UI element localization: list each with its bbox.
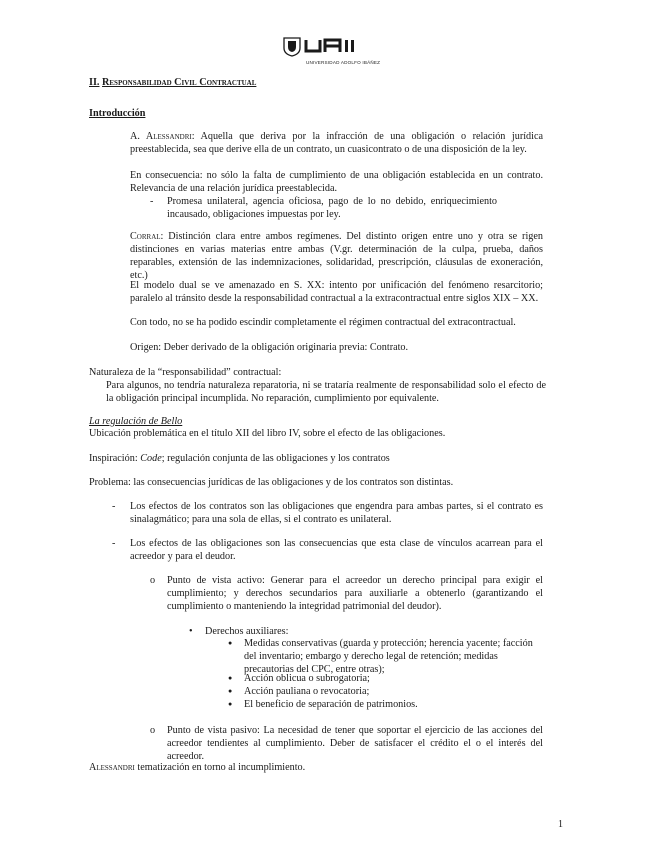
paragraph-alessandri xyxy=(130,130,543,156)
circle-marker: o xyxy=(150,575,156,586)
author-alessandri-final: Alessandri xyxy=(89,762,135,773)
intro-title: Introducción xyxy=(89,108,146,119)
circle-marker: o xyxy=(150,725,156,736)
page-number: 1 xyxy=(558,819,563,830)
derechos-auxiliares: Derechos auxiliares: xyxy=(205,626,289,637)
aux-item-oblicua: Acción oblicua o subrogatoria; xyxy=(244,673,370,684)
dash-obligaciones: Los efectos de las obligaciones son las consecuencias que esta clase de vínculos acarrean para el acreedor y para el deudor. xyxy=(130,538,543,562)
bello-title: La regulación de Bello xyxy=(89,416,183,427)
uai-logo-icon xyxy=(282,37,378,57)
final-line xyxy=(89,761,305,774)
inspiracion-text: ; regulación conjunta de las obligaciones y los contratos xyxy=(161,453,390,464)
punto-pasivo: Punto de vista pasivo: La necesidad de tener que soportar el ejercicio de las acciones del acreedor tendientes al cumplimiento. Deber de satisfacer el crédito el o el interés del acreedor. xyxy=(167,725,543,762)
paragraph-alessandri-text: : Aquella que deriva por la infracción de una obligación o relación jurídica preestablecida, sea que derive ella de un contrato, un cuasicontrato o de una disposición de la ley. xyxy=(130,131,544,155)
bello-text: Ubicación problemática en el título XII del libro IV, sobre el efecto de las obligaciones. xyxy=(89,428,446,439)
dot-marker: ● xyxy=(228,639,233,647)
naturaleza-title: Naturaleza de la “responsabilidad” contractual: xyxy=(89,367,282,378)
dot-marker: ● xyxy=(228,700,233,708)
section-heading xyxy=(89,76,256,89)
dash-marker: - xyxy=(112,538,116,549)
bullet-marker: • xyxy=(189,626,193,637)
problema-line: Problema: las consecuencias jurídicas de las obligaciones y de los contratos son distintas. xyxy=(89,477,454,488)
inspiracion-line xyxy=(89,452,390,465)
aux-item-pauliana: Acción pauliana o revocatoria; xyxy=(244,686,370,697)
paragraph-modelo-dual: El modelo dual se ve amenazado en S. XX: intento por unificación del fenómeno resarcitorio; paralelo al tránsito desde la responsabilidad contractual a la extracontractual entre siglos XIX – XX. xyxy=(130,280,543,304)
punto-activo: Punto de vista activo: Generar para el acreedor un derecho principal para exigir el cumplimiento; y derechos secundarios para auxiliarle a obtenerlo (garantizando el cumplimiento o manteniendo la integridad patrimonial del deudor). xyxy=(167,575,543,612)
bullet-marker: - xyxy=(150,196,154,207)
heading-number: II. xyxy=(89,77,100,88)
heading-title: Responsabilidad Civil Contractual xyxy=(102,77,257,88)
author-corral: Corral xyxy=(130,231,161,242)
naturaleza-text: Para algunos, no tendría naturaleza reparatoria, ni se trataría realmente de responsabilidad solo el efecto de la obligación principal incumplida. No reparación, cumplimiento por equivalente. xyxy=(106,380,546,404)
university-logo xyxy=(282,37,381,65)
logo-text: UNIVERSIDAD ADOLFO IBÁÑEZ xyxy=(306,60,381,65)
author-alessandri: A. Alessandri xyxy=(130,131,192,142)
final-text: tematización en torno al incumplimiento. xyxy=(134,762,306,773)
bullet-promesa: Promesa unilateral, agencia oficiosa, pago de lo no debido, enriquecimiento incausado, obligaciones impuestas por ley. xyxy=(167,196,497,220)
aux-item-beneficio: El beneficio de separación de patrimonios. xyxy=(244,699,418,710)
dot-marker: ● xyxy=(228,674,233,682)
aux-item-medidas: Medidas conservativas (guarda y protección; herencia yacente; facción del inventario; embargo y derecho legal de retención; medidas precautorias del CPC, entre otras); xyxy=(244,638,533,675)
paragraph-origen: Origen: Deber derivado de la obligación originaria previa: Contrato. xyxy=(130,342,409,353)
paragraph-corral xyxy=(130,230,543,282)
inspiracion-code: Code xyxy=(140,453,162,464)
paragraph-con-todo: Con todo, no se ha podido escindir completamente el régimen contractual del extracontractual. xyxy=(130,317,516,328)
dot-marker: ● xyxy=(228,687,233,695)
dash-contratos: Los efectos de los contratos son las obligaciones que engendra para ambas partes, si el contrato es sinalagmático; para una sola de ellas, si el contrato es unilateral. xyxy=(130,501,543,525)
dash-marker: - xyxy=(112,501,116,512)
paragraph-consecuencia: En consecuencia: no sólo la falta de cumplimiento de una obligación establecida en un contrato. Relevancia de una relación jurídica preestablecida. xyxy=(130,170,543,194)
paragraph-corral-text: : Distinción clara entre ambos regímenes. Del distinto origen entre uno y otra se rigen distinciones en varias materias entre ambas (V.gr. determinación de la culpa, prueba, daños reparables, extensión de las indemnizaciones, solidaridad, prescripción, cláusulas de exoneración, etc.) xyxy=(130,231,543,281)
inspiracion-label: Inspiración: xyxy=(89,453,141,464)
